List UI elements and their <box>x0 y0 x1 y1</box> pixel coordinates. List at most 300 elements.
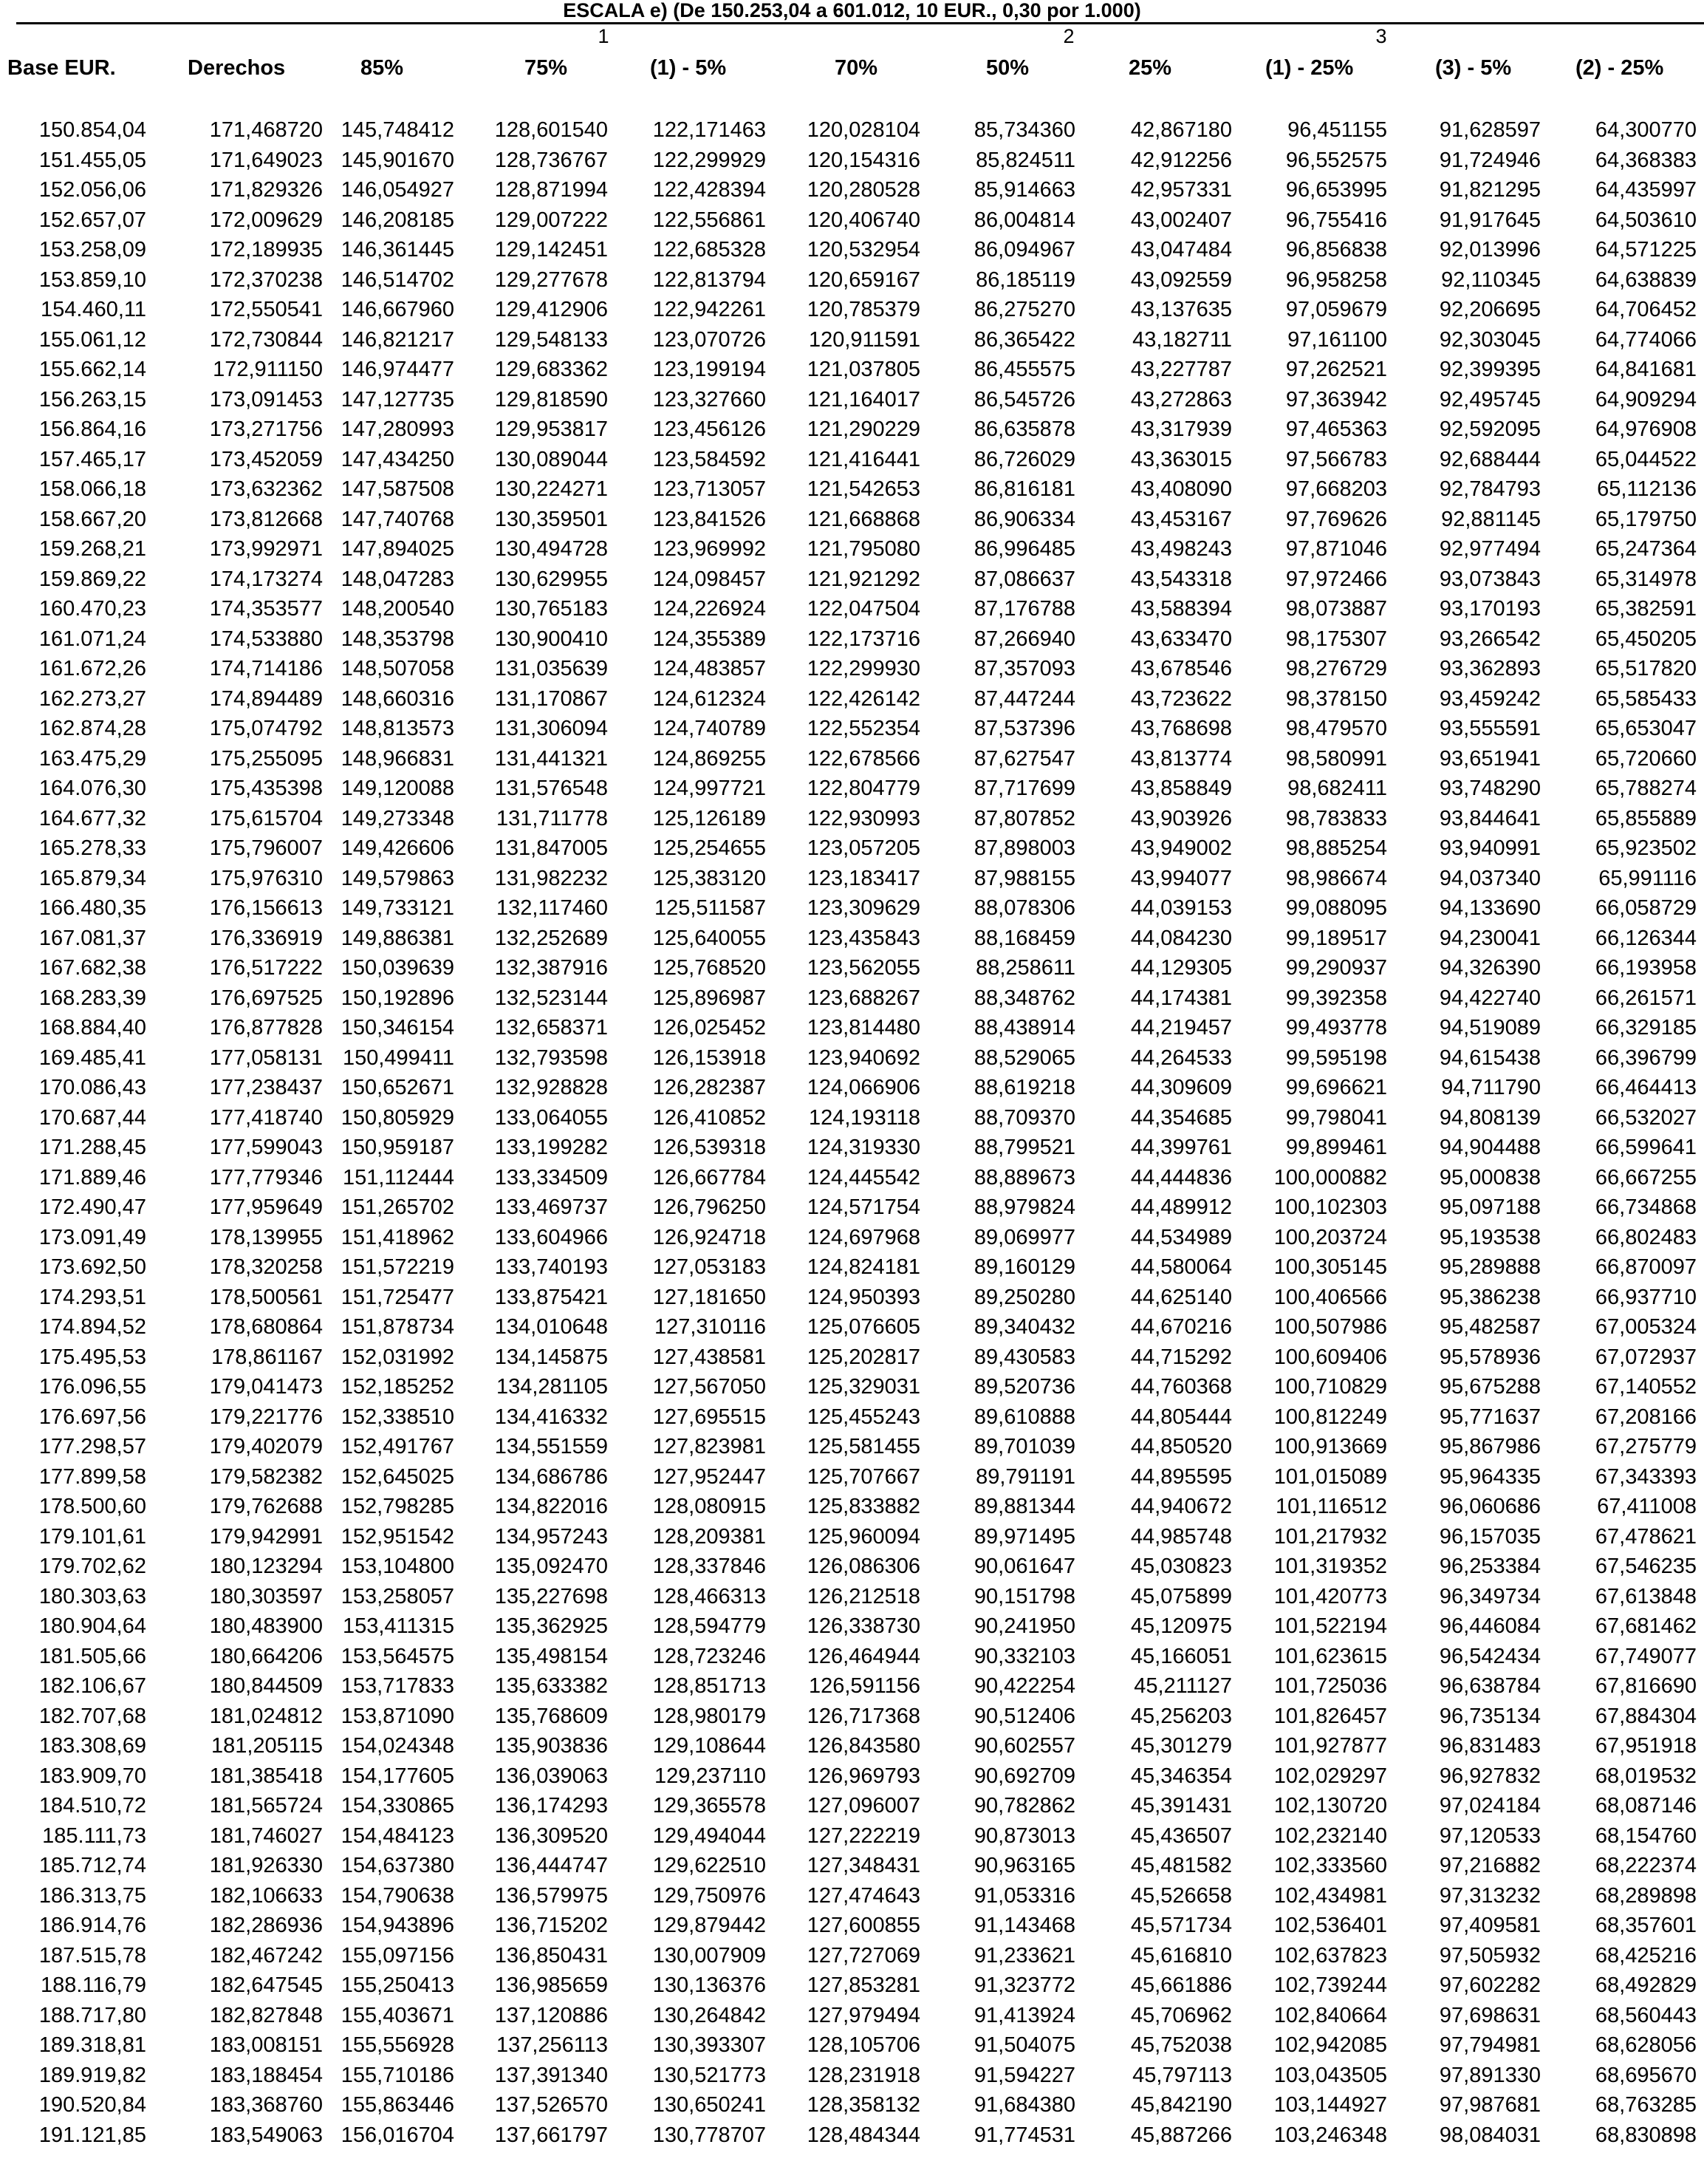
cell-75: 132,658371 <box>494 1016 608 1040</box>
cell-85: 152,338510 <box>341 1405 454 1429</box>
cell-3-5: 91,724946 <box>1439 148 1541 172</box>
cell-85: 151,878734 <box>341 1315 454 1339</box>
cell-75: 130,494728 <box>494 537 608 561</box>
cell-50: 91,504075 <box>974 2033 1075 2057</box>
table-row <box>0 1462 1704 1492</box>
cell-2-25: 65,314978 <box>1595 567 1697 591</box>
cell-1-5: 126,796250 <box>652 1195 766 1219</box>
cell-base: 190.520,84 <box>38 2093 146 2117</box>
cell-3-5: 96,542434 <box>1439 1644 1541 1668</box>
cell-1-25: 97,871046 <box>1285 537 1387 561</box>
cell-1-25: 103,144927 <box>1273 2093 1387 2117</box>
cell-derechos: 179,762688 <box>209 1495 323 1518</box>
table-row <box>0 1552 1704 1582</box>
cell-85: 154,637380 <box>341 1854 454 1877</box>
table-row <box>0 265 1704 296</box>
cell-3-5: 92,977494 <box>1439 537 1541 561</box>
cell-25: 44,129305 <box>1130 956 1232 980</box>
cell-70: 126,212518 <box>807 1584 920 1608</box>
cell-50: 90,692709 <box>974 1764 1075 1788</box>
cell-3-5: 94,615438 <box>1439 1045 1541 1070</box>
cell-2-25: 65,720660 <box>1595 746 1697 771</box>
cell-1-5: 122,299929 <box>652 148 766 172</box>
cell-75: 131,847005 <box>494 836 608 860</box>
cell-85: 146,667960 <box>341 298 454 321</box>
table-row <box>0 1821 1704 1852</box>
cell-25: 43,588394 <box>1130 597 1232 621</box>
cell-2-25: 67,343393 <box>1595 1464 1697 1489</box>
table-row <box>0 564 1704 595</box>
cell-1-5: 122,685328 <box>652 238 766 262</box>
cell-1-5: 129,750976 <box>652 1883 766 1908</box>
cell-50: 90,602557 <box>974 1734 1075 1758</box>
table-row <box>0 1611 1704 1642</box>
cell-25: 44,895595 <box>1130 1464 1232 1489</box>
cell-2-25: 66,937710 <box>1595 1285 1697 1309</box>
cell-2-25: 66,058729 <box>1595 896 1697 920</box>
cell-derechos: 179,041473 <box>209 1375 323 1399</box>
cell-25: 43,678546 <box>1130 657 1232 680</box>
cell-base: 170.086,43 <box>38 1076 146 1099</box>
cell-1-5: 125,254655 <box>652 836 766 860</box>
cell-70: 124,697968 <box>807 1225 920 1249</box>
cell-2-25: 64,368383 <box>1595 148 1697 172</box>
cell-75: 135,498154 <box>494 1644 608 1668</box>
cell-70: 126,969793 <box>807 1764 920 1788</box>
cell-base: 182.707,68 <box>38 1704 146 1728</box>
cell-1-5: 125,383120 <box>652 866 766 890</box>
cell-2-25: 66,396799 <box>1595 1045 1697 1070</box>
cell-25: 43,633470 <box>1130 627 1232 651</box>
cell-base: 177.899,58 <box>38 1464 146 1489</box>
cell-3-5: 93,748290 <box>1439 777 1541 800</box>
cell-1-25: 100,000882 <box>1273 1165 1387 1190</box>
cell-50: 90,963165 <box>974 1854 1075 1877</box>
cell-2-25: 64,841681 <box>1595 358 1697 381</box>
cell-50: 87,627547 <box>974 746 1075 771</box>
cell-2-25: 68,628056 <box>1595 2033 1697 2057</box>
cell-50: 89,250280 <box>974 1285 1075 1309</box>
cell-3-5: 94,711790 <box>1441 1076 1541 1099</box>
cell-75: 130,765183 <box>494 597 608 621</box>
cell-70: 127,096007 <box>807 1794 920 1818</box>
cell-50: 90,512406 <box>974 1704 1075 1728</box>
cell-70: 122,047504 <box>807 597 920 621</box>
cell-1-5: 128,466313 <box>652 1584 766 1608</box>
cell-75: 136,715202 <box>494 1914 608 1937</box>
cell-2-25: 65,991116 <box>1598 866 1697 890</box>
cell-85: 151,418962 <box>341 1225 454 1249</box>
cell-derechos: 177,058131 <box>209 1045 323 1070</box>
cell-75: 133,199282 <box>494 1136 608 1159</box>
table-row <box>0 1372 1704 1402</box>
cell-base: 188.116,79 <box>41 1973 146 1997</box>
cell-50: 91,594227 <box>974 2063 1075 2087</box>
cell-50: 86,545726 <box>974 387 1075 412</box>
cell-1-5: 123,969992 <box>652 537 766 561</box>
cell-50: 88,168459 <box>974 926 1075 950</box>
table-row <box>0 1133 1704 1163</box>
cell-base: 176.697,56 <box>38 1405 146 1429</box>
cell-25: 45,887266 <box>1130 2123 1232 2147</box>
cell-70: 121,795080 <box>807 537 920 561</box>
cell-1-5: 128,594779 <box>652 1614 766 1638</box>
cell-1-25: 100,203724 <box>1273 1225 1387 1249</box>
cell-derechos: 172,189935 <box>209 238 323 262</box>
cell-2-25: 64,300770 <box>1595 118 1697 142</box>
cell-1-5: 127,695515 <box>652 1405 766 1429</box>
cell-75: 136,850431 <box>494 1943 608 1968</box>
table-row <box>0 1851 1704 1881</box>
cell-1-25: 98,175307 <box>1285 627 1387 651</box>
cell-25: 43,543318 <box>1130 567 1232 591</box>
cell-25: 44,760368 <box>1130 1375 1232 1399</box>
cell-70: 123,309629 <box>807 896 920 920</box>
table-row <box>0 953 1704 983</box>
cell-75: 137,391340 <box>494 2063 608 2087</box>
cell-derechos: 174,894489 <box>209 686 323 711</box>
cell-3-5: 96,446084 <box>1439 1614 1541 1638</box>
cell-1-25: 101,826457 <box>1273 1704 1387 1728</box>
cell-75: 133,875421 <box>494 1285 608 1309</box>
cell-3-5: 93,266542 <box>1439 627 1541 651</box>
cell-1-25: 103,246348 <box>1273 2123 1387 2147</box>
table-row <box>0 1192 1704 1223</box>
cell-2-25: 64,774066 <box>1595 327 1697 352</box>
cell-70: 127,348431 <box>807 1854 920 1877</box>
cell-1-5: 123,713057 <box>652 477 766 501</box>
cell-50: 87,988155 <box>974 866 1075 890</box>
table-row <box>0 1881 1704 1911</box>
cell-25: 44,534989 <box>1130 1225 1232 1249</box>
cell-1-25: 100,812249 <box>1273 1405 1387 1429</box>
cell-25: 43,949002 <box>1130 836 1232 860</box>
cell-2-25: 68,222374 <box>1595 1854 1697 1877</box>
table-row <box>0 1013 1704 1043</box>
cell-75: 132,928828 <box>494 1076 608 1099</box>
cell-3-5: 95,000838 <box>1439 1165 1541 1190</box>
cell-2-25: 65,855889 <box>1595 806 1697 830</box>
cell-derechos: 182,827848 <box>209 2003 323 2027</box>
cell-50: 91,233621 <box>974 1943 1075 1968</box>
cell-2-25: 65,247364 <box>1595 537 1697 561</box>
table-row <box>0 774 1704 804</box>
cell-derechos: 171,649023 <box>209 148 323 172</box>
cell-85: 148,660316 <box>341 686 454 711</box>
cell-derechos: 174,353577 <box>209 597 323 621</box>
table-row <box>0 2030 1704 2061</box>
cell-70: 120,911591 <box>808 327 920 352</box>
cell-25: 45,075899 <box>1130 1584 1232 1608</box>
cell-derechos: 180,303597 <box>209 1584 323 1608</box>
cell-3-5: 94,808139 <box>1439 1105 1541 1130</box>
cell-3-5: 93,940991 <box>1439 836 1541 860</box>
table-row <box>0 355 1704 385</box>
table-row <box>0 2001 1704 2031</box>
table-row <box>0 1432 1704 1462</box>
cell-50: 90,241950 <box>974 1614 1075 1638</box>
cell-1-25: 101,116512 <box>1275 1495 1387 1518</box>
cell-2-25: 66,599641 <box>1595 1136 1697 1159</box>
cell-70: 124,824181 <box>807 1255 920 1279</box>
cell-70: 124,066906 <box>807 1076 920 1099</box>
cell-50: 89,971495 <box>974 1524 1075 1549</box>
cell-85: 146,361445 <box>341 238 454 262</box>
cell-1-5: 130,264842 <box>652 2003 766 2027</box>
cell-70: 121,416441 <box>807 447 920 471</box>
cell-1-25: 101,015089 <box>1273 1464 1387 1489</box>
cell-75: 132,117460 <box>496 896 608 920</box>
cell-2-25: 68,425216 <box>1595 1943 1697 1968</box>
cell-1-5: 130,650241 <box>652 2093 766 2117</box>
column-header-1-25: (1) - 25% <box>1265 56 1354 80</box>
cell-25: 44,264533 <box>1130 1045 1232 1070</box>
cell-85: 152,491767 <box>341 1435 454 1458</box>
cell-25: 44,039153 <box>1130 896 1232 920</box>
cell-75: 136,039063 <box>494 1764 608 1788</box>
cell-base: 155.662,14 <box>38 358 146 381</box>
cell-75: 136,309520 <box>494 1823 608 1848</box>
cell-3-5: 95,097188 <box>1439 1195 1541 1219</box>
cell-50: 89,069977 <box>974 1225 1075 1249</box>
cell-70: 122,426142 <box>807 686 920 711</box>
cell-1-5: 127,952447 <box>652 1464 766 1489</box>
cell-50: 91,053316 <box>974 1883 1075 1908</box>
cell-3-5: 98,084031 <box>1439 2123 1541 2147</box>
cell-derechos: 183,008151 <box>209 2033 323 2057</box>
cell-2-25: 64,435997 <box>1595 178 1697 202</box>
cell-70: 125,329031 <box>807 1375 920 1399</box>
cell-3-5: 96,638784 <box>1439 1674 1541 1698</box>
cell-85: 147,894025 <box>341 537 454 561</box>
cell-1-5: 125,126189 <box>652 806 766 830</box>
cell-base: 171.889,46 <box>38 1165 146 1190</box>
cell-1-5: 128,209381 <box>652 1524 766 1549</box>
cell-3-5: 92,206695 <box>1439 298 1541 321</box>
cell-50: 86,726029 <box>974 447 1075 471</box>
cell-3-5: 92,495745 <box>1439 387 1541 412</box>
cell-50: 91,143468 <box>974 1914 1075 1937</box>
cell-base: 151.455,05 <box>38 148 146 172</box>
table-row <box>0 1163 1704 1193</box>
cell-3-5: 96,060686 <box>1439 1495 1541 1518</box>
group-label-1: 1 <box>598 25 609 47</box>
cell-85: 148,813573 <box>341 717 454 740</box>
cell-70: 125,707667 <box>807 1464 920 1489</box>
cell-2-25: 64,976908 <box>1595 417 1697 441</box>
cell-75: 128,601540 <box>494 118 608 142</box>
cell-1-25: 98,073887 <box>1285 597 1387 621</box>
cell-base: 180.303,63 <box>38 1584 146 1608</box>
cell-50: 89,610888 <box>974 1405 1075 1429</box>
cell-derechos: 171,829326 <box>209 178 323 202</box>
cell-75: 136,579975 <box>494 1883 608 1908</box>
cell-1-5: 126,667784 <box>652 1165 766 1190</box>
cell-2-25: 64,909294 <box>1595 387 1697 412</box>
cell-3-5: 97,794981 <box>1439 2033 1541 2057</box>
cell-75: 131,711778 <box>496 806 608 830</box>
cell-75: 129,412906 <box>494 298 608 321</box>
cell-85: 150,192896 <box>341 986 454 1010</box>
cell-1-25: 102,840664 <box>1273 2003 1387 2027</box>
table-row <box>0 115 1704 146</box>
cell-50: 86,816181 <box>974 477 1075 501</box>
cell-50: 89,430583 <box>974 1345 1075 1369</box>
cell-1-5: 126,025452 <box>652 1016 766 1040</box>
cell-3-5: 97,120533 <box>1439 1823 1541 1848</box>
cell-70: 127,853281 <box>807 1973 920 1997</box>
header-rule <box>16 22 1704 24</box>
cell-1-25: 102,029297 <box>1273 1764 1387 1788</box>
cell-70: 128,105706 <box>807 2033 920 2057</box>
cell-25: 45,120975 <box>1130 1614 1232 1638</box>
table-row <box>0 1941 1704 1971</box>
cell-25: 42,867180 <box>1130 118 1232 142</box>
cell-1-25: 97,668203 <box>1285 477 1387 501</box>
cell-70: 120,406740 <box>807 208 920 232</box>
cell-1-25: 100,710829 <box>1273 1375 1387 1399</box>
group-label-3: 3 <box>1375 25 1387 47</box>
cell-derechos: 180,664206 <box>209 1644 323 1668</box>
cell-75: 130,359501 <box>494 507 608 531</box>
cell-1-5: 127,181650 <box>652 1285 766 1309</box>
cell-base: 154.460,11 <box>41 298 146 321</box>
column-header-2-25: (2) - 25% <box>1575 56 1664 80</box>
cell-70: 120,280528 <box>807 178 920 202</box>
cell-70: 123,814480 <box>807 1016 920 1040</box>
cell-3-5: 92,592095 <box>1439 417 1541 441</box>
cell-3-5: 95,386238 <box>1439 1285 1541 1309</box>
cell-50: 86,094967 <box>974 238 1075 262</box>
cell-derechos: 182,286936 <box>209 1914 323 1937</box>
cell-70: 126,843580 <box>807 1734 920 1758</box>
cell-2-25: 65,382591 <box>1595 597 1697 621</box>
cell-50: 90,061647 <box>974 1555 1075 1578</box>
cell-85: 146,821217 <box>341 327 454 352</box>
cell-3-5: 92,110345 <box>1441 267 1541 292</box>
cell-25: 43,768698 <box>1130 717 1232 740</box>
cell-1-5: 127,053183 <box>652 1255 766 1279</box>
cell-2-25: 67,613848 <box>1595 1584 1697 1608</box>
cell-2-25: 65,653047 <box>1595 717 1697 740</box>
cell-1-25: 98,580991 <box>1285 746 1387 771</box>
cell-base: 178.500,60 <box>38 1495 146 1518</box>
cell-25: 44,805444 <box>1130 1405 1232 1429</box>
cell-derechos: 177,418740 <box>209 1105 323 1130</box>
table-row <box>0 2090 1704 2120</box>
cell-1-25: 96,451155 <box>1287 118 1387 142</box>
cell-1-25: 99,696621 <box>1285 1076 1387 1099</box>
cell-base: 183.909,70 <box>38 1764 146 1788</box>
cell-derechos: 175,615704 <box>209 806 323 830</box>
cell-75: 132,793598 <box>494 1045 608 1070</box>
cell-85: 156,016704 <box>341 2123 454 2147</box>
cell-85: 148,047283 <box>341 567 454 591</box>
cell-2-25: 66,464413 <box>1595 1076 1697 1099</box>
cell-75: 133,064055 <box>494 1105 608 1130</box>
cell-70: 123,183417 <box>807 866 920 890</box>
table-row <box>0 1252 1704 1283</box>
cell-1-5: 126,153918 <box>652 1045 766 1070</box>
cell-base: 156.864,16 <box>38 417 146 441</box>
cell-25: 43,002407 <box>1130 208 1232 232</box>
cell-85: 150,039639 <box>341 956 454 980</box>
cell-50: 90,332103 <box>974 1644 1075 1668</box>
table-row <box>0 445 1704 475</box>
cell-base: 172.490,47 <box>38 1195 146 1219</box>
cell-3-5: 92,881145 <box>1441 507 1541 531</box>
cell-25: 44,670216 <box>1130 1315 1232 1339</box>
cell-derechos: 181,746027 <box>209 1823 323 1848</box>
column-header-50: 50% <box>986 56 1030 80</box>
cell-50: 89,520736 <box>974 1375 1075 1399</box>
cell-75: 131,170867 <box>494 686 608 711</box>
cell-base: 183.308,69 <box>38 1734 146 1758</box>
cell-1-5: 129,622510 <box>652 1854 766 1877</box>
cell-85: 152,031992 <box>341 1345 454 1369</box>
cell-50: 87,537396 <box>974 717 1075 740</box>
cell-1-5: 129,494044 <box>652 1823 766 1848</box>
cell-50: 86,185119 <box>976 267 1075 292</box>
cell-3-5: 96,157035 <box>1439 1524 1541 1549</box>
cell-2-25: 67,275779 <box>1595 1435 1697 1458</box>
cell-70: 128,231918 <box>807 2063 920 2087</box>
cell-50: 85,734360 <box>974 118 1075 142</box>
cell-1-5: 124,098457 <box>652 567 766 591</box>
table-row <box>0 175 1704 205</box>
cell-base: 159.268,21 <box>38 537 146 561</box>
cell-85: 155,097156 <box>341 1943 454 1968</box>
cell-3-5: 97,987681 <box>1439 2093 1541 2117</box>
cell-50: 87,898003 <box>974 836 1075 860</box>
table-row <box>0 1642 1704 1672</box>
cell-1-25: 99,798041 <box>1285 1105 1387 1130</box>
cell-75: 132,252689 <box>494 926 608 950</box>
cell-1-25: 99,088095 <box>1285 896 1387 920</box>
cell-base: 184.510,72 <box>38 1794 146 1818</box>
cell-3-5: 97,891330 <box>1439 2063 1541 2087</box>
column-header-75: 75% <box>524 56 568 80</box>
cell-75: 133,604966 <box>494 1225 608 1249</box>
cell-70: 121,037805 <box>807 358 920 381</box>
cell-1-5: 124,997721 <box>652 777 766 800</box>
cell-85: 155,403671 <box>341 2003 454 2027</box>
cell-70: 128,484344 <box>807 2123 920 2147</box>
table-row <box>0 1223 1704 1253</box>
cell-2-25: 67,072937 <box>1595 1345 1697 1369</box>
cell-1-25: 102,536401 <box>1273 1914 1387 1937</box>
cell-1-5: 126,924718 <box>652 1225 766 1249</box>
cell-3-5: 97,505932 <box>1439 1943 1541 1968</box>
table-row <box>0 1791 1704 1821</box>
cell-1-5: 122,813794 <box>652 267 766 292</box>
cell-2-25: 64,571225 <box>1595 238 1697 262</box>
cell-1-25: 101,319352 <box>1273 1555 1387 1578</box>
cell-25: 45,842190 <box>1130 2093 1232 2117</box>
cell-85: 147,280993 <box>341 417 454 441</box>
cell-25: 44,084230 <box>1130 926 1232 950</box>
cell-50: 90,422254 <box>974 1674 1075 1698</box>
cell-75: 136,174293 <box>494 1794 608 1818</box>
cell-base: 169.485,41 <box>38 1045 146 1070</box>
cell-85: 152,798285 <box>341 1495 454 1518</box>
cell-85: 151,725477 <box>341 1285 454 1309</box>
cell-85: 153,258057 <box>341 1584 454 1608</box>
cell-3-5: 97,698631 <box>1439 2003 1541 2027</box>
cell-1-5: 126,410852 <box>652 1105 766 1130</box>
cell-70: 120,532954 <box>807 238 920 262</box>
cell-70: 120,785379 <box>807 298 920 321</box>
